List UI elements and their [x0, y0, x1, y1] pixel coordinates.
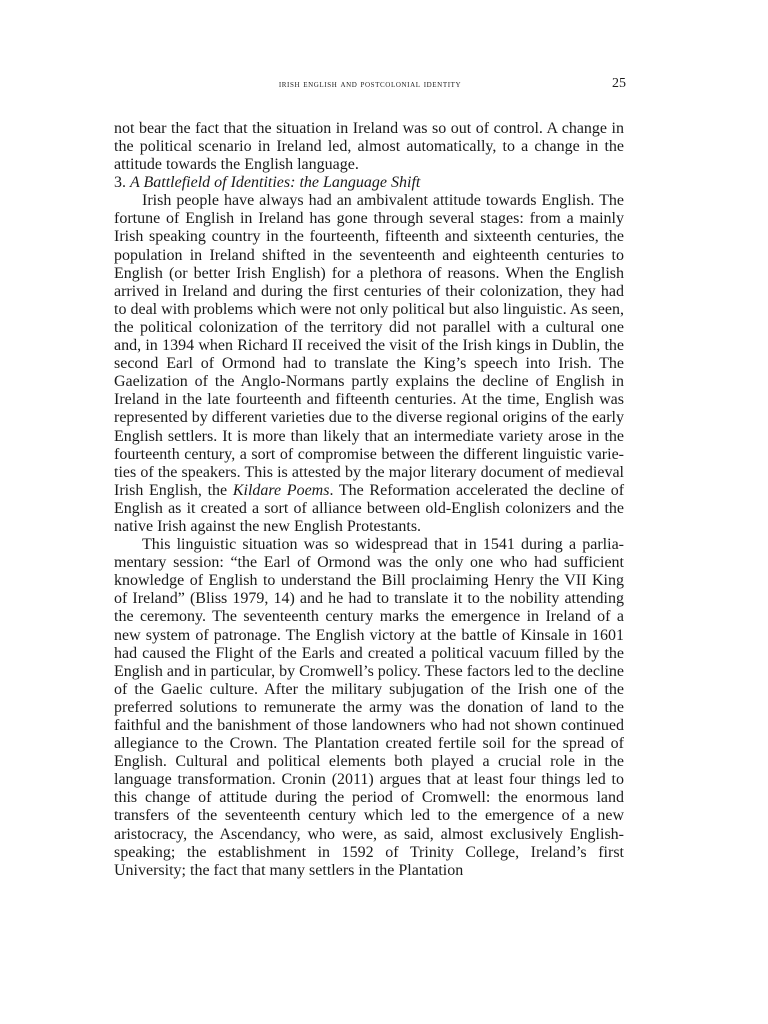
section-title: A Battlefield of Identities: the Language Shift: [130, 174, 421, 192]
running-head: irish english and postcolonial identity: [278, 79, 462, 90]
section-number: 3.: [114, 174, 126, 192]
paragraph-continued: not bear the fact that the situation in Ireland was so out of control. A change in the political scenario in Ireland led, almost automatically, to a change in the attitude towards the English language.: [114, 120, 624, 174]
paragraph-text: . The Reformation accelerated the decline of English as it created a sort of alliance between old-English colonizers and the native Irish against the new English Protestants.: [114, 481, 625, 535]
paragraph-text: Irish people have always had an ambivalent attitude towards English. The fortune of English in Ireland has gone through several stages: from a mainly Irish speaking country in the fourteenth, fifteenth and sixteenth centuries, the population in Ireland shifted in the seventeenth and eighteenth centuries to English (or better Irish English) for a plethora of reasons. When the English arrived in Ireland and during the first centuries of their colonization, they had to deal with problems which were not only political but also linguistic. As seen, the political colonization of the territory did not parallel with a cultural one and, in 1394 when Richard II received the visit of the Irish kings in Dublin, the second Earl of Ormond had to translate the King’s speech into Irish. The Gaelization of the Anglo-Normans partly explains the decline of English in Ireland in the late fourteenth and fifteenth centuries. At the time, English was represented by different varieties due to the diverse regional origins of the early English settlers. It is more than likely that an intermediate variety arose in the fourteenth century, a sort of compromise between the different linguistic varieties of the speakers. This is attested by the major literary document of medieval Irish English, the: [114, 192, 624, 499]
paragraph: This linguistic situation was so widespread that in 1541 during a parliamentary session: “the Earl of Ormond was the only one who had sufficient knowledge of English to understand the Bill proclaiming Henry the VII King of Ireland” (Bliss 1979, 14) and he had to translate it to the nobility attending the ceremony. The seventeenth century marks the emergence in Ireland of a new system of patronage. The English victory at the battle of Kinsale in 1601 had caused the Flight of the Earls and created a political vacuum filled by the English and in particular, by Cromwell’s policy. These factors led to the decline of the Gaelic culture. After the military subjugation of the Irish one of the preferred solutions to remunerate the army was the donation of land to the faithful and the banishment of those landowners who had not shown continued allegiance to the Crown. The Plantation created fertile soil for the spread of English. Cultural and political elements both played a crucial role in the language transformation. Cronin (2011) argues that at least four things led to this change of attitude during the period of Cromwell: the enormous land transfers of the seventeenth century which led to the emergence of a new aristocracy, the Ascendancy, who were, as said, almost exclusively English-speaking; the establishment in 1592 of Trinity College, Ireland’s first University; the fact that many settlers in the Plantation: [114, 536, 624, 879]
paragraph: [114, 192, 624, 536]
italic-title: Kildare Poems: [232, 481, 330, 499]
section-heading: [114, 174, 624, 192]
body-text: [114, 120, 624, 880]
page-number: 25: [612, 76, 626, 91]
